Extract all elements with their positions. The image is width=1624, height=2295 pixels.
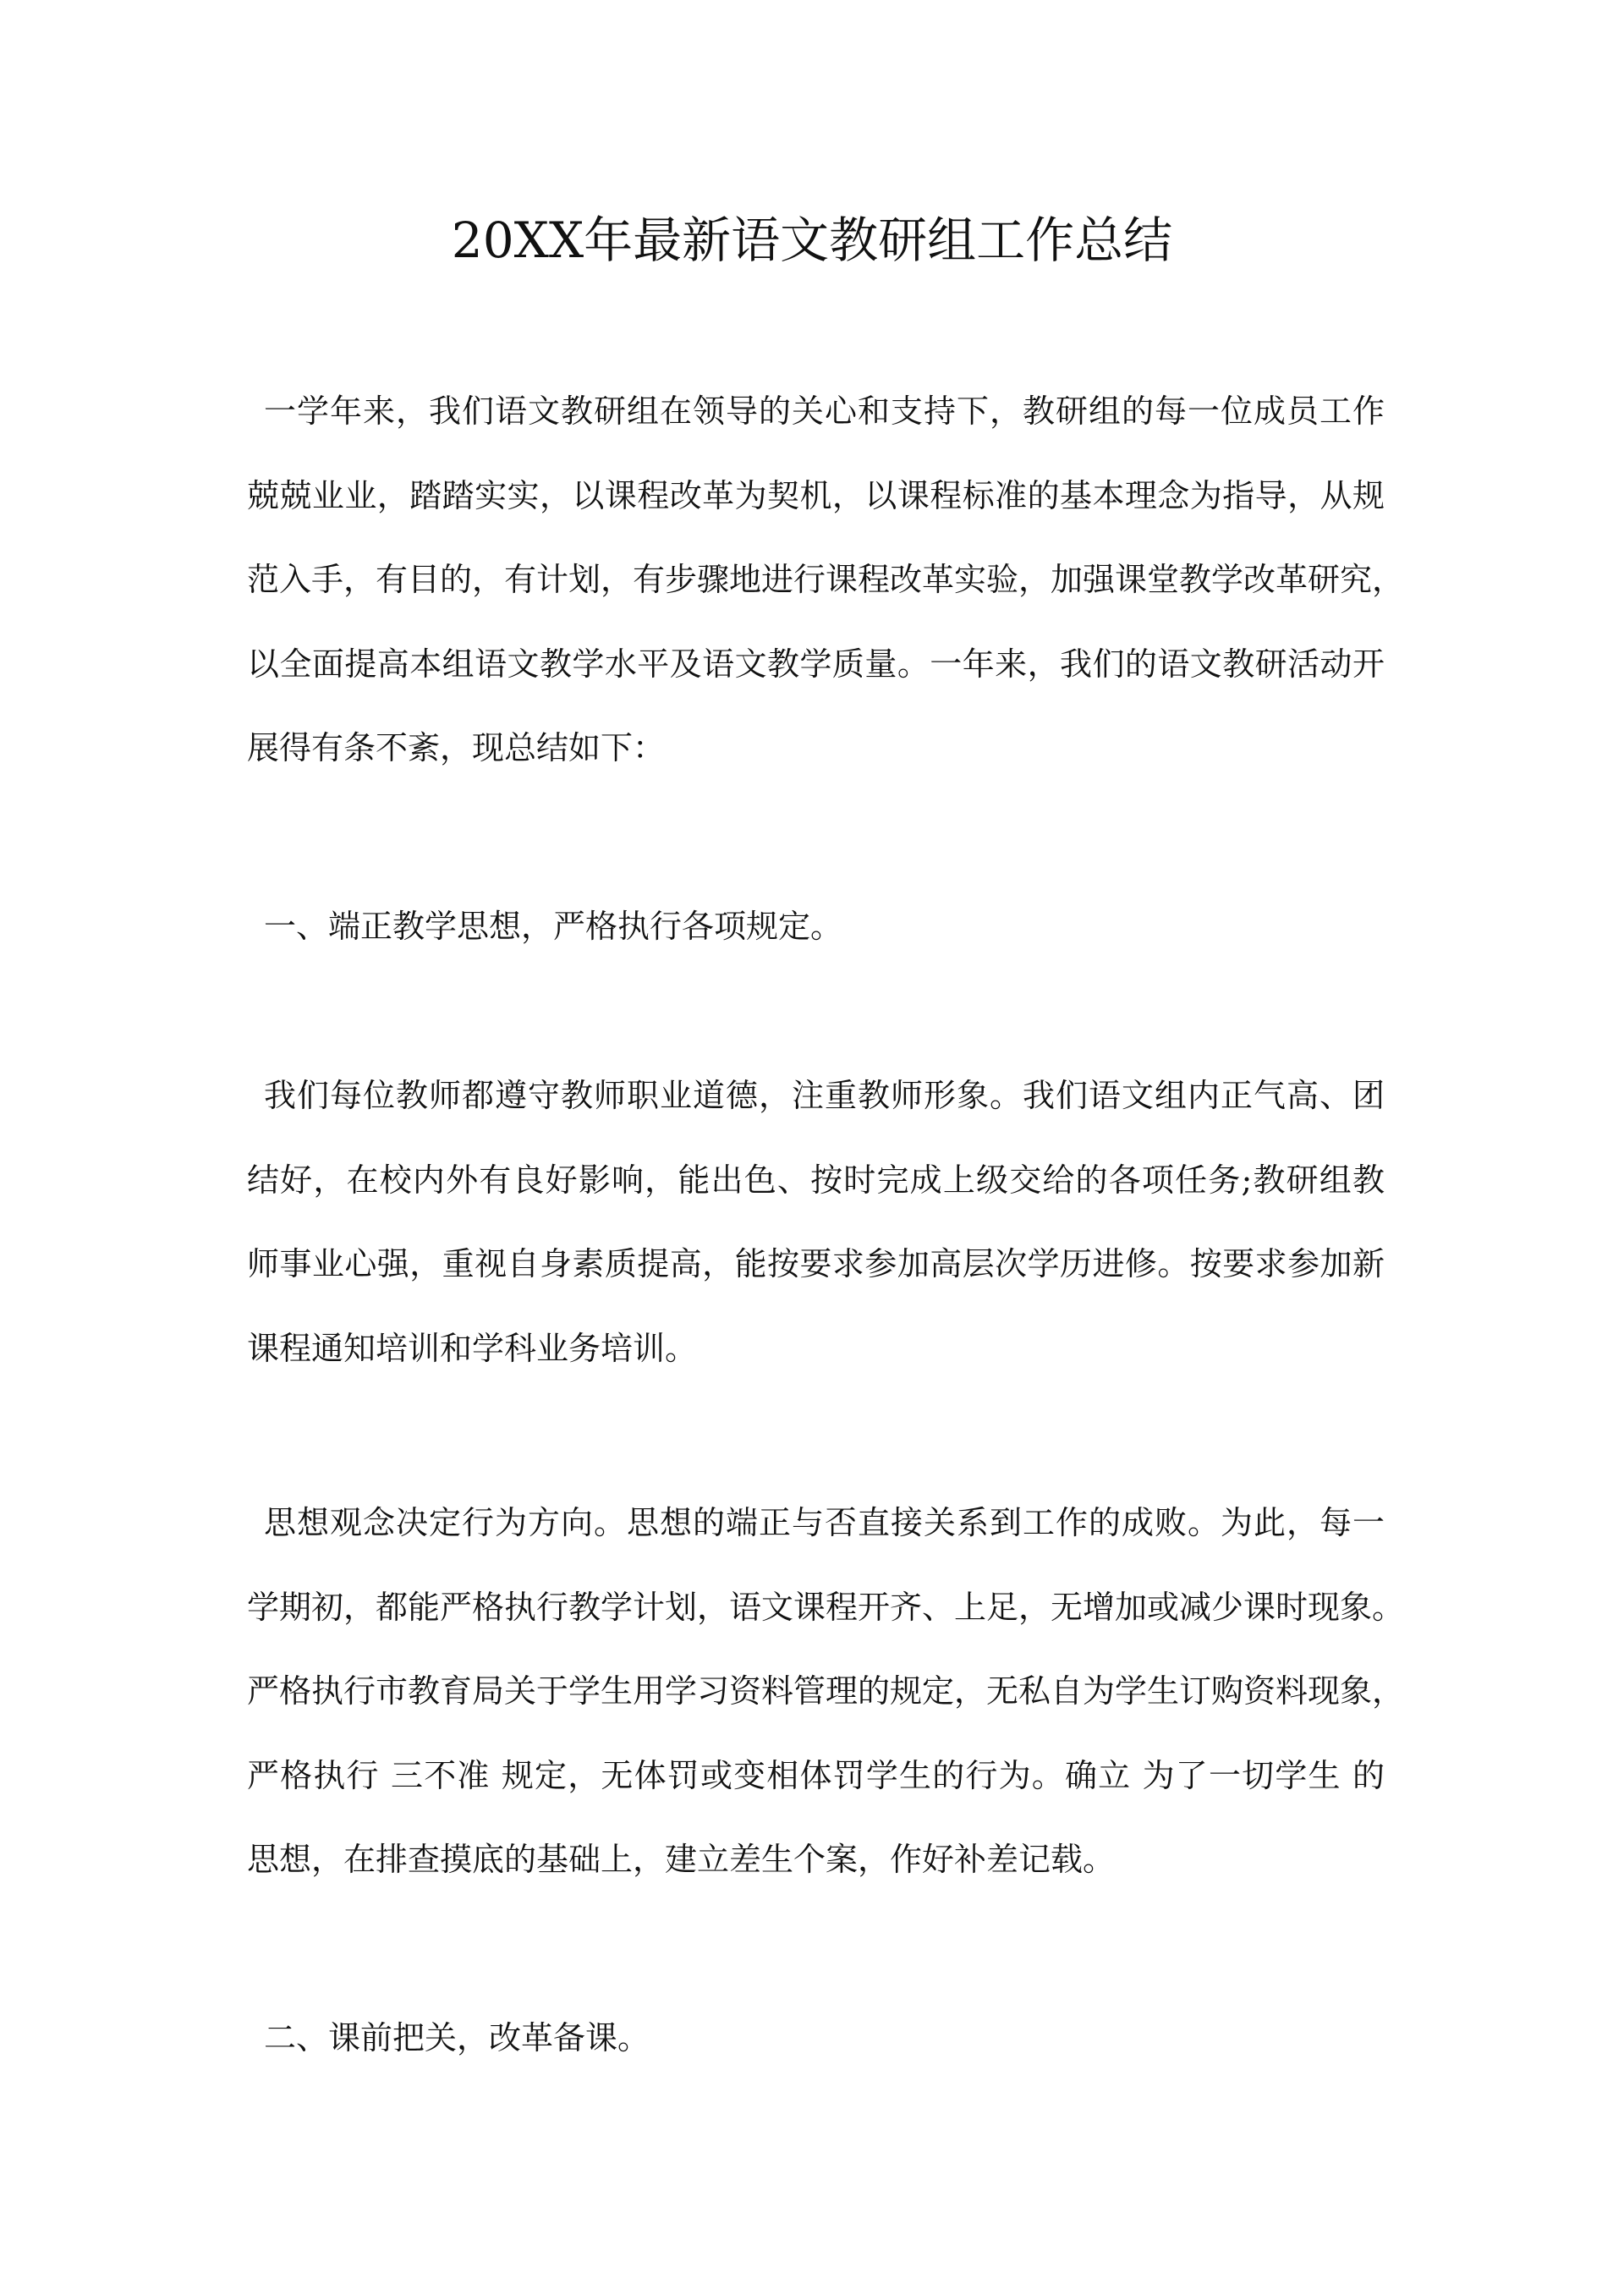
text-line: 以全面提高本组语文教学水平及语文教学质量。一年来，我们的语文教研活动开 bbox=[247, 645, 1385, 683]
text-line: 课程通知培训和学科业务培训。 bbox=[247, 1329, 698, 1367]
text-line: 严格执行市教育局关于学生用学习资料管理的规定，无私自为学生订购资料现象， bbox=[247, 1672, 1405, 1710]
text-line: 师事业心强，重视自身素质提高，能按要求参加高层次学历进修。按要求参加新 bbox=[247, 1245, 1385, 1283]
text-line: 兢兢业业，踏踏实实，以课程改革为契机，以课程标准的基本理念为指导，从规 bbox=[247, 476, 1385, 514]
heading-text: 二、课前把关，改革备课。 bbox=[264, 2019, 650, 2056]
paragraph-teacher-ethics bbox=[247, 1054, 1385, 1391]
text-line: 学期初，都能严格执行教学计划，语文课程开齐、上足，无增加或减少课时现象。 bbox=[247, 1588, 1405, 1626]
text-line: 严格执行 三不准 规定，无体罚或变相体罚学生的行为。确立 为了一切学生 的 bbox=[247, 1756, 1385, 1794]
text-line: 展得有条不紊，现总结如下： bbox=[247, 729, 666, 767]
text-line: 思想，在排查摸底的基础上，建立差生个案，作好补差记载。 bbox=[247, 1841, 1116, 1879]
section-heading-1 bbox=[247, 885, 1385, 969]
text-line: 结好，在校内外有良好影响，能出色、按时完成上级交给的各项任务;教研组教 bbox=[247, 1161, 1385, 1199]
text-line: 一学年来，我们语文教研组在领导的关心和支持下，教研组的每一位成员工作 bbox=[264, 393, 1385, 430]
text-line: 范入手，有目的，有计划，有步骤地进行课程改革实验，加强课堂教学改革研究， bbox=[247, 561, 1405, 599]
text-line: 我们每位教师都遵守教师职业道德，注重教师形象。我们语文组内正气高、团 bbox=[264, 1077, 1385, 1114]
text-line: 思想观念决定行为方向。思想的端正与否直接关系到工作的成败。为此，每一 bbox=[264, 1504, 1385, 1541]
paragraph-thinking bbox=[247, 1481, 1405, 1902]
section-heading-2 bbox=[247, 1996, 1385, 2081]
paragraph-intro bbox=[247, 370, 1405, 791]
document-title: 20XX年最新语文教研组工作总结 bbox=[451, 211, 1173, 269]
heading-text: 一、端正教学思想，严格执行各项规定。 bbox=[264, 908, 843, 945]
